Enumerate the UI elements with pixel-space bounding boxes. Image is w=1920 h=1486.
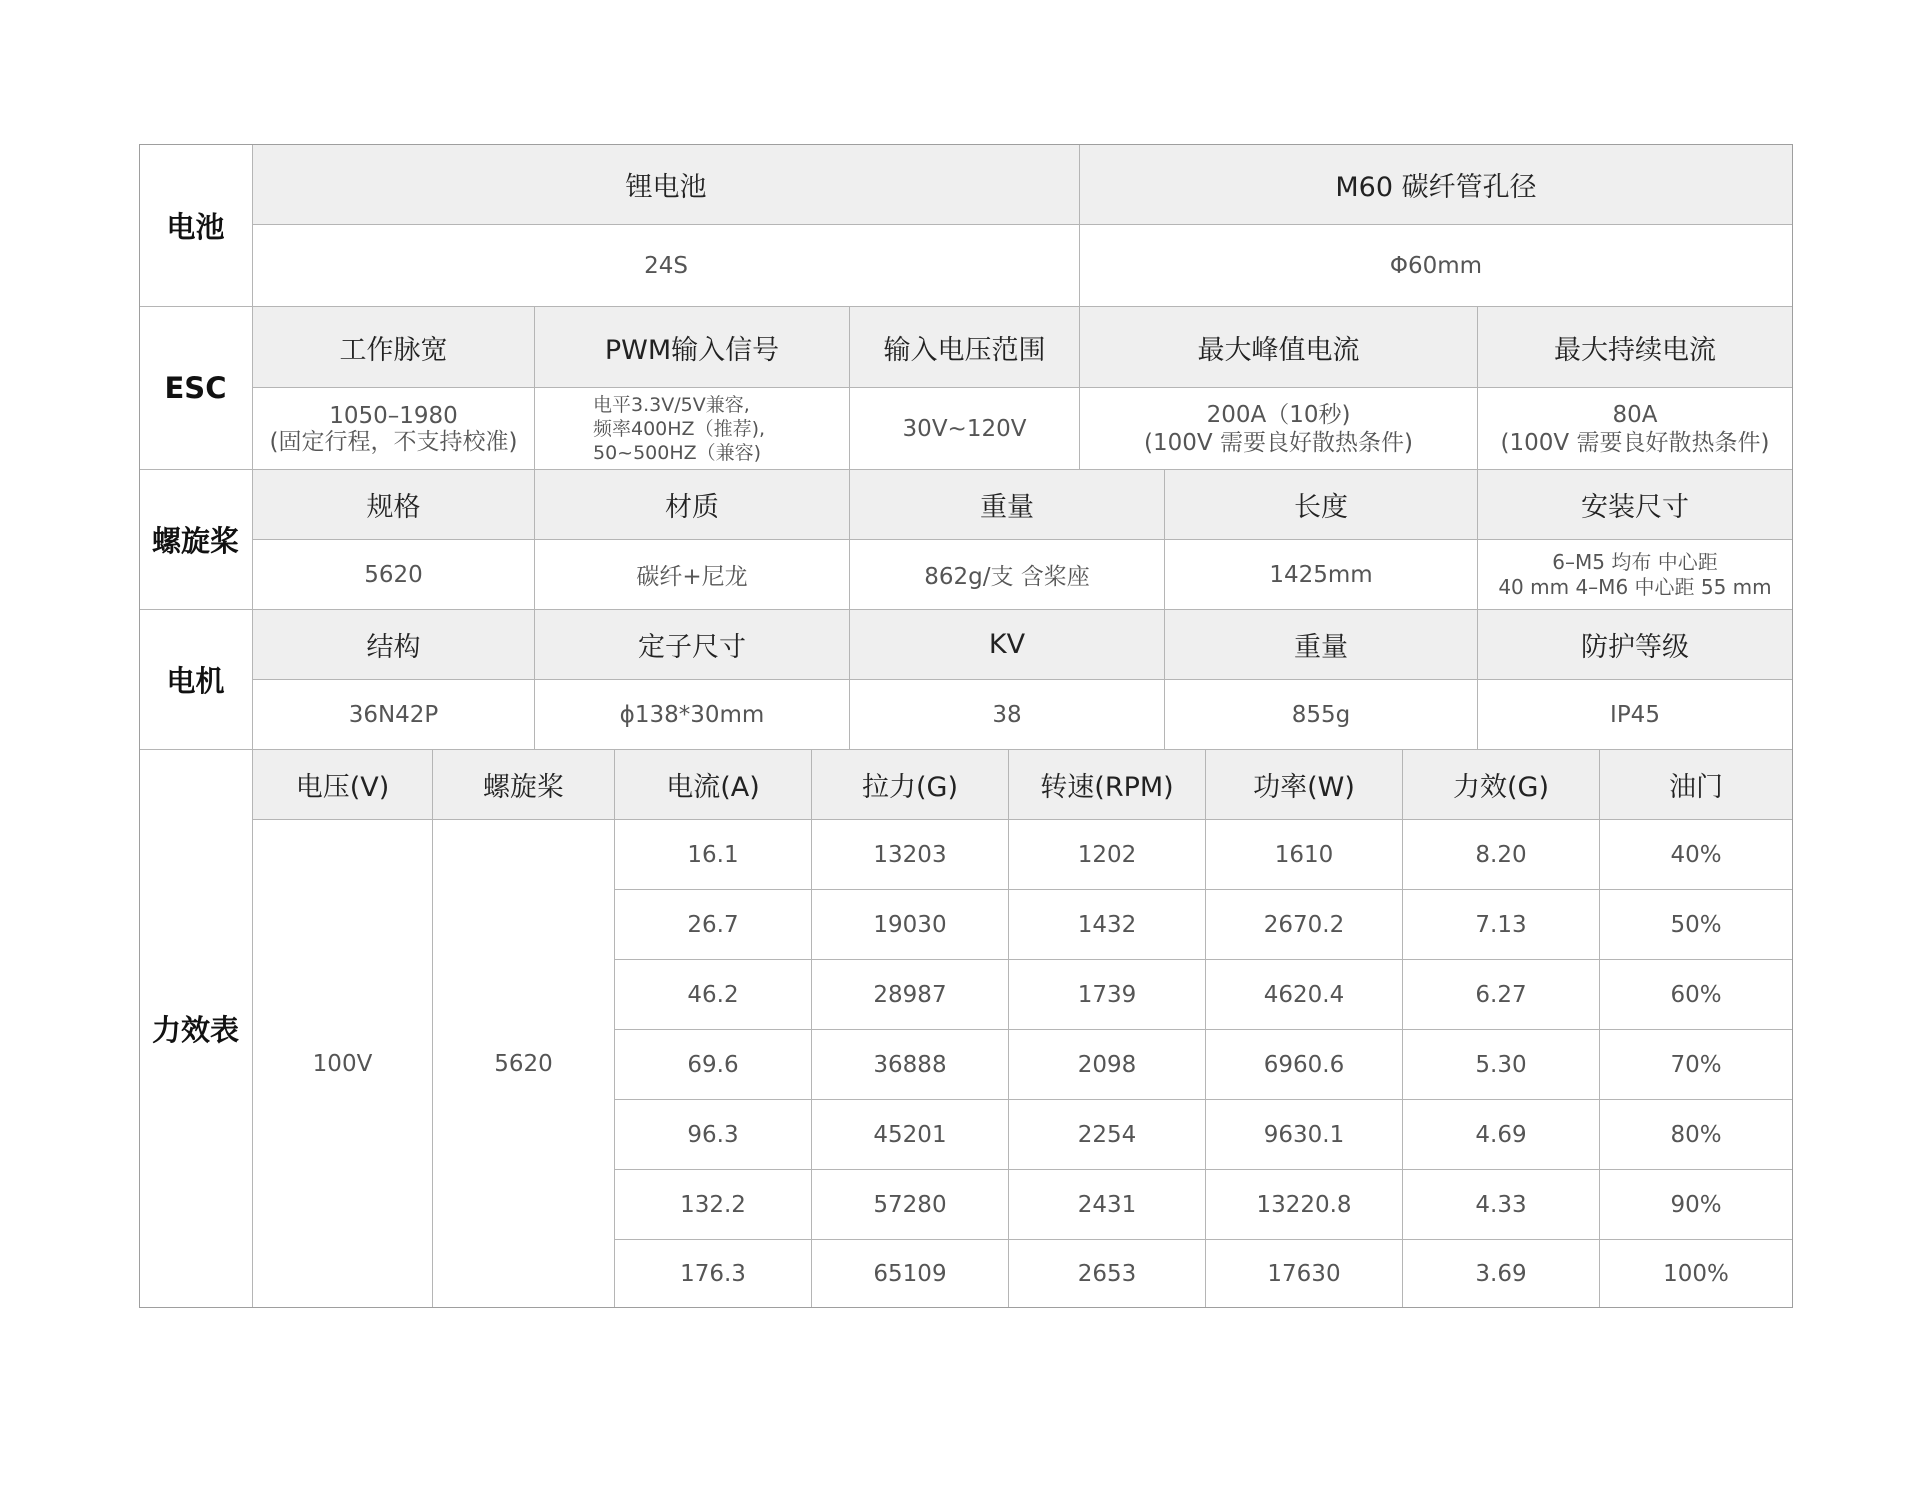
efficiency-cell-efficiency: 6.27 [1403, 960, 1600, 1030]
esc-value-pulse-width-line2: (固定行程，不支持校准) [269, 428, 518, 455]
propeller-header-length: 长度 [1165, 470, 1478, 540]
battery-value-diameter: Φ60mm [1080, 225, 1793, 307]
esc-value-continuous-line1: 80A [1612, 401, 1658, 428]
efficiency-cell-rpm: 1739 [1009, 960, 1206, 1030]
propeller-value-spec: 5620 [253, 540, 535, 610]
battery-label: 电池 [139, 144, 253, 307]
esc-value-pulse-width [253, 388, 535, 470]
efficiency-header-rpm: 转速(RPM) [1009, 750, 1206, 820]
efficiency-cell-current: 176.3 [615, 1240, 812, 1308]
efficiency-section [139, 750, 1793, 1308]
esc-header-voltage-range: 输入电压范围 [850, 307, 1080, 388]
efficiency-cell-rpm: 1202 [1009, 820, 1206, 890]
esc-value-pwm-line3: 50~500HZ（兼容) [593, 441, 762, 464]
efficiency-cell-power: 2670.2 [1206, 890, 1403, 960]
motor-value-structure: 36N42P [253, 680, 535, 750]
efficiency-cell-thrust: 45201 [812, 1100, 1009, 1170]
motor-value-stator-size: ϕ138*30mm [535, 680, 850, 750]
efficiency-cell-thrust: 19030 [812, 890, 1009, 960]
efficiency-cell-efficiency: 5.30 [1403, 1030, 1600, 1100]
efficiency-cell-efficiency: 4.69 [1403, 1100, 1600, 1170]
esc-value-peak-line2: (100V 需要良好散热条件) [1144, 429, 1413, 456]
efficiency-cell-throttle: 50% [1600, 890, 1793, 960]
motor-label: 电机 [139, 610, 253, 750]
efficiency-cell-efficiency: 4.33 [1403, 1170, 1600, 1240]
efficiency-cell-power: 1610 [1206, 820, 1403, 890]
efficiency-cell-thrust: 28987 [812, 960, 1009, 1030]
efficiency-cell-throttle: 80% [1600, 1100, 1793, 1170]
efficiency-header-voltage: 电压(V) [253, 750, 433, 820]
efficiency-cell-thrust: 13203 [812, 820, 1009, 890]
motor-section [139, 610, 1793, 750]
propeller-value-mount-line1: 6–M5 均布 中心距 [1552, 549, 1718, 574]
esc-value-peak-line1: 200A（10秒) [1206, 401, 1351, 428]
motor-value-protection: IP45 [1478, 680, 1793, 750]
efficiency-cell-power: 17630 [1206, 1240, 1403, 1308]
efficiency-cell-rpm: 1432 [1009, 890, 1206, 960]
motor-value-kv: 38 [850, 680, 1165, 750]
esc-value-peak-current [1080, 388, 1478, 470]
esc-header-pulse-width: 工作脉宽 [253, 307, 535, 388]
propeller-value-weight: 862g/支 含桨座 [850, 540, 1165, 610]
efficiency-cell-throttle: 40% [1600, 820, 1793, 890]
efficiency-cell-efficiency: 8.20 [1403, 820, 1600, 890]
efficiency-cell-rpm: 2431 [1009, 1170, 1206, 1240]
efficiency-header-power: 功率(W) [1206, 750, 1403, 820]
esc-header-pwm-input: PWM输入信号 [535, 307, 850, 388]
esc-value-continuous-line2: (100V 需要良好散热条件) [1500, 429, 1770, 456]
efficiency-cell-power: 4620.4 [1206, 960, 1403, 1030]
battery-value-cells: 24S [253, 225, 1080, 307]
efficiency-voltage-value: 100V [253, 820, 433, 1308]
efficiency-header-propeller: 螺旋桨 [433, 750, 615, 820]
efficiency-cell-current: 69.6 [615, 1030, 812, 1100]
efficiency-cell-efficiency: 7.13 [1403, 890, 1600, 960]
propeller-header-mount: 安装尺寸 [1478, 470, 1793, 540]
efficiency-cell-current: 26.7 [615, 890, 812, 960]
battery-header-lithium: 锂电池 [253, 144, 1080, 225]
efficiency-cell-throttle: 70% [1600, 1030, 1793, 1100]
efficiency-cell-thrust: 57280 [812, 1170, 1009, 1240]
efficiency-header-current: 电流(A) [615, 750, 812, 820]
propeller-section [139, 470, 1793, 610]
efficiency-cell-thrust: 36888 [812, 1030, 1009, 1100]
battery-header-tube-diameter: M60 碳纤管孔径 [1080, 144, 1793, 225]
esc-value-pwm-line1: 电平3.3V/5V兼容, [593, 393, 750, 416]
efficiency-header-thrust: 拉力(G) [812, 750, 1009, 820]
propeller-value-mount [1478, 540, 1793, 610]
efficiency-cell-rpm: 2254 [1009, 1100, 1206, 1170]
efficiency-cell-current: 96.3 [615, 1100, 812, 1170]
propeller-label: 螺旋桨 [139, 470, 253, 610]
propeller-value-material: 碳纤+尼龙 [535, 540, 850, 610]
esc-header-continuous-current: 最大持续电流 [1478, 307, 1793, 388]
efficiency-cell-power: 6960.6 [1206, 1030, 1403, 1100]
motor-header-kv: KV [850, 610, 1165, 680]
propeller-value-mount-line2: 40 mm 4–M6 中心距 55 mm [1498, 574, 1772, 599]
efficiency-header-throttle: 油门 [1600, 750, 1793, 820]
efficiency-cell-efficiency: 3.69 [1403, 1240, 1600, 1308]
efficiency-propeller-value: 5620 [433, 820, 615, 1308]
motor-header-structure: 结构 [253, 610, 535, 680]
esc-value-continuous-current [1478, 388, 1793, 470]
esc-value-pwm-input [535, 388, 850, 470]
efficiency-cell-current: 132.2 [615, 1170, 812, 1240]
battery-section [139, 144, 1793, 307]
motor-header-protection: 防护等级 [1478, 610, 1793, 680]
motor-value-weight: 855g [1165, 680, 1478, 750]
spec-table [139, 144, 1793, 1308]
efficiency-cell-power: 13220.8 [1206, 1170, 1403, 1240]
efficiency-label: 力效表 [139, 750, 253, 1308]
efficiency-cell-current: 46.2 [615, 960, 812, 1030]
esc-value-pwm-line2: 频率400HZ（推荐), [593, 417, 766, 440]
motor-header-weight: 重量 [1165, 610, 1478, 680]
propeller-value-length: 1425mm [1165, 540, 1478, 610]
propeller-header-weight: 重量 [850, 470, 1165, 540]
efficiency-cell-throttle: 90% [1600, 1170, 1793, 1240]
efficiency-cell-power: 9630.1 [1206, 1100, 1403, 1170]
efficiency-cell-throttle: 100% [1600, 1240, 1793, 1308]
esc-value-pulse-width-line1: 1050–1980 [329, 402, 458, 429]
propeller-header-material: 材质 [535, 470, 850, 540]
esc-section [139, 307, 1793, 470]
efficiency-cell-rpm: 2098 [1009, 1030, 1206, 1100]
esc-header-peak-current: 最大峰值电流 [1080, 307, 1478, 388]
motor-header-stator-size: 定子尺寸 [535, 610, 850, 680]
propeller-header-spec: 规格 [253, 470, 535, 540]
efficiency-cell-current: 16.1 [615, 820, 812, 890]
efficiency-cell-rpm: 2653 [1009, 1240, 1206, 1308]
efficiency-cell-thrust: 65109 [812, 1240, 1009, 1308]
efficiency-header-efficiency: 力效(G) [1403, 750, 1600, 820]
efficiency-cell-throttle: 60% [1600, 960, 1793, 1030]
esc-label: ESC [139, 307, 253, 470]
esc-value-voltage-range: 30V~120V [850, 388, 1080, 470]
